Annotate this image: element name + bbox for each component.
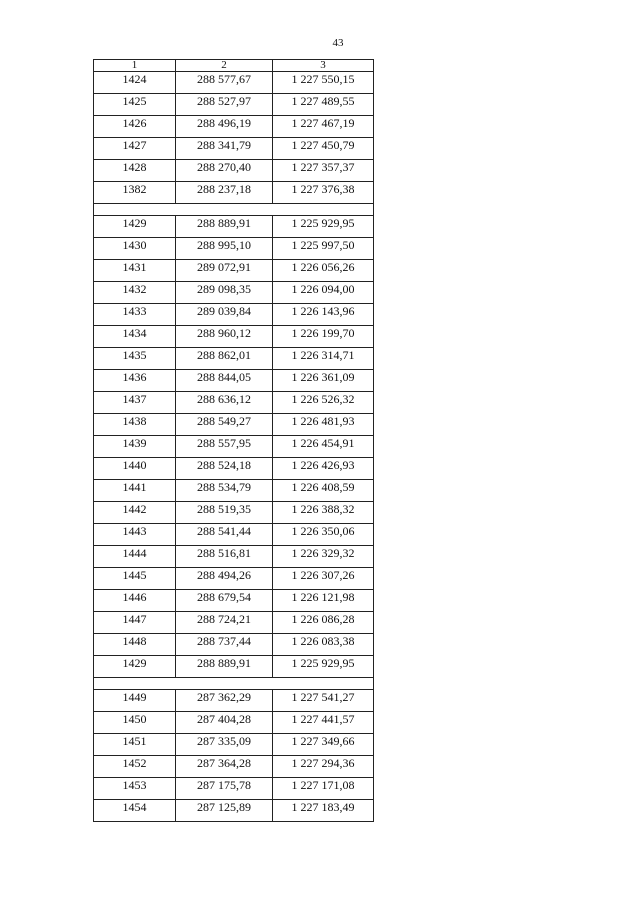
y-coordinate-cell: 1 227 489,55: [273, 94, 374, 116]
y-coordinate-cell: 1 226 056,26: [273, 260, 374, 282]
coordinates-table-body: [94, 60, 374, 822]
table-row: [94, 370, 374, 392]
y-coordinate-cell: 1 226 388,32: [273, 502, 374, 524]
y-coordinate-cell: 1 226 086,28: [273, 612, 374, 634]
y-coordinate-cell: 1 225 997,50: [273, 238, 374, 260]
x-coordinate-cell: 288 577,67: [176, 72, 273, 94]
table-row: [94, 756, 374, 778]
table-row: [94, 458, 374, 480]
point-number-cell: 1427: [94, 138, 176, 160]
x-coordinate-cell: 287 364,28: [176, 756, 273, 778]
table-row: [94, 72, 374, 94]
table-row: [94, 182, 374, 204]
table-row: [94, 304, 374, 326]
table-row: [94, 414, 374, 436]
table-row: [94, 800, 374, 822]
table-row: [94, 634, 374, 656]
y-coordinate-cell: 1 225 929,95: [273, 656, 374, 678]
table-row: [94, 392, 374, 414]
y-coordinate-cell: 1 226 481,93: [273, 414, 374, 436]
point-number-cell: 1442: [94, 502, 176, 524]
point-number-cell: 1447: [94, 612, 176, 634]
x-coordinate-cell: 288 960,12: [176, 326, 273, 348]
table-row: [94, 734, 374, 756]
point-number-cell: 1437: [94, 392, 176, 414]
table-row: [94, 160, 374, 182]
table-row: [94, 282, 374, 304]
point-number-cell: 1445: [94, 568, 176, 590]
separator-cell: [94, 678, 374, 690]
y-coordinate-cell: 1 227 349,66: [273, 734, 374, 756]
point-number-cell: 1453: [94, 778, 176, 800]
point-number-cell: 1441: [94, 480, 176, 502]
x-coordinate-cell: 287 175,78: [176, 778, 273, 800]
point-number-cell: 1425: [94, 94, 176, 116]
y-coordinate-cell: 1 226 454,91: [273, 436, 374, 458]
point-number-cell: 1430: [94, 238, 176, 260]
coordinates-table: [93, 59, 374, 822]
separator-cell: [94, 204, 374, 216]
x-coordinate-cell: 289 072,91: [176, 260, 273, 282]
table-row: [94, 94, 374, 116]
table-row: [94, 502, 374, 524]
y-coordinate-cell: 1 226 121,98: [273, 590, 374, 612]
y-coordinate-cell: 1 226 094,00: [273, 282, 374, 304]
x-coordinate-cell: 288 995,10: [176, 238, 273, 260]
table-row: [94, 348, 374, 370]
x-coordinate-cell: 288 496,19: [176, 116, 273, 138]
x-coordinate-cell: 287 404,28: [176, 712, 273, 734]
point-number-cell: 1449: [94, 690, 176, 712]
table-header-row: [94, 60, 374, 72]
y-coordinate-cell: 1 226 314,71: [273, 348, 374, 370]
table-row: [94, 524, 374, 546]
x-coordinate-cell: 288 636,12: [176, 392, 273, 414]
x-coordinate-cell: 289 039,84: [176, 304, 273, 326]
point-number-cell: 1446: [94, 590, 176, 612]
y-coordinate-cell: 1 227 550,15: [273, 72, 374, 94]
table-row: [94, 138, 374, 160]
x-coordinate-cell: 288 679,54: [176, 590, 273, 612]
table-row: [94, 216, 374, 238]
y-coordinate-cell: 1 225 929,95: [273, 216, 374, 238]
table-row: [94, 436, 374, 458]
table-row: [94, 656, 374, 678]
table-row: [94, 260, 374, 282]
x-coordinate-cell: 288 524,18: [176, 458, 273, 480]
y-coordinate-cell: 1 227 357,37: [273, 160, 374, 182]
y-coordinate-cell: 1 226 408,59: [273, 480, 374, 502]
point-number-cell: 1440: [94, 458, 176, 480]
point-number-cell: 1444: [94, 546, 176, 568]
column-header-1: 1: [94, 60, 176, 72]
table-row: [94, 690, 374, 712]
point-number-cell: 1443: [94, 524, 176, 546]
point-number-cell: 1424: [94, 72, 176, 94]
x-coordinate-cell: 288 862,01: [176, 348, 273, 370]
point-number-cell: 1433: [94, 304, 176, 326]
x-coordinate-cell: 288 889,91: [176, 656, 273, 678]
table-row: [94, 712, 374, 734]
x-coordinate-cell: 288 737,44: [176, 634, 273, 656]
point-number-cell: 1436: [94, 370, 176, 392]
point-number-cell: 1450: [94, 712, 176, 734]
x-coordinate-cell: 288 549,27: [176, 414, 273, 436]
point-number-cell: 1431: [94, 260, 176, 282]
point-number-cell: 1438: [94, 414, 176, 436]
table-row: [94, 778, 374, 800]
x-coordinate-cell: 288 494,26: [176, 568, 273, 590]
x-coordinate-cell: 288 527,97: [176, 94, 273, 116]
y-coordinate-cell: 1 226 361,09: [273, 370, 374, 392]
point-number-cell: 1448: [94, 634, 176, 656]
table-separator-row: [94, 204, 374, 216]
column-header-3: 3: [273, 60, 374, 72]
y-coordinate-cell: 1 226 426,93: [273, 458, 374, 480]
point-number-cell: 1434: [94, 326, 176, 348]
y-coordinate-cell: 1 227 541,27: [273, 690, 374, 712]
table-row: [94, 612, 374, 634]
x-coordinate-cell: 289 098,35: [176, 282, 273, 304]
table-row: [94, 116, 374, 138]
table-row: [94, 590, 374, 612]
point-number-cell: 1429: [94, 216, 176, 238]
table-row: [94, 546, 374, 568]
table-row: [94, 326, 374, 348]
y-coordinate-cell: 1 226 143,96: [273, 304, 374, 326]
x-coordinate-cell: 288 341,79: [176, 138, 273, 160]
y-coordinate-cell: 1 226 329,32: [273, 546, 374, 568]
x-coordinate-cell: 288 844,05: [176, 370, 273, 392]
point-number-cell: 1429: [94, 656, 176, 678]
x-coordinate-cell: 288 270,40: [176, 160, 273, 182]
table-row: [94, 568, 374, 590]
y-coordinate-cell: 1 226 307,26: [273, 568, 374, 590]
x-coordinate-cell: 288 519,35: [176, 502, 273, 524]
table-separator-row: [94, 678, 374, 690]
x-coordinate-cell: 288 534,79: [176, 480, 273, 502]
point-number-cell: 1439: [94, 436, 176, 458]
y-coordinate-cell: 1 226 083,38: [273, 634, 374, 656]
point-number-cell: 1451: [94, 734, 176, 756]
point-number-cell: 1428: [94, 160, 176, 182]
point-number-cell: 1435: [94, 348, 176, 370]
x-coordinate-cell: 288 724,21: [176, 612, 273, 634]
x-coordinate-cell: 287 125,89: [176, 800, 273, 822]
x-coordinate-cell: 288 557,95: [176, 436, 273, 458]
y-coordinate-cell: 1 227 376,38: [273, 182, 374, 204]
page-number: 43: [332, 37, 344, 49]
point-number-cell: 1452: [94, 756, 176, 778]
x-coordinate-cell: 288 541,44: [176, 524, 273, 546]
x-coordinate-cell: 288 237,18: [176, 182, 273, 204]
y-coordinate-cell: 1 227 441,57: [273, 712, 374, 734]
x-coordinate-cell: 288 889,91: [176, 216, 273, 238]
y-coordinate-cell: 1 226 350,06: [273, 524, 374, 546]
y-coordinate-cell: 1 227 467,19: [273, 116, 374, 138]
y-coordinate-cell: 1 226 526,32: [273, 392, 374, 414]
y-coordinate-cell: 1 227 171,08: [273, 778, 374, 800]
point-number-cell: 1454: [94, 800, 176, 822]
y-coordinate-cell: 1 226 199,70: [273, 326, 374, 348]
x-coordinate-cell: 287 362,29: [176, 690, 273, 712]
x-coordinate-cell: 287 335,09: [176, 734, 273, 756]
x-coordinate-cell: 288 516,81: [176, 546, 273, 568]
table-row: [94, 480, 374, 502]
y-coordinate-cell: 1 227 294,36: [273, 756, 374, 778]
point-number-cell: 1426: [94, 116, 176, 138]
y-coordinate-cell: 1 227 183,49: [273, 800, 374, 822]
column-header-2: 2: [176, 60, 273, 72]
y-coordinate-cell: 1 227 450,79: [273, 138, 374, 160]
point-number-cell: 1432: [94, 282, 176, 304]
table-row: [94, 238, 374, 260]
point-number-cell: 1382: [94, 182, 176, 204]
